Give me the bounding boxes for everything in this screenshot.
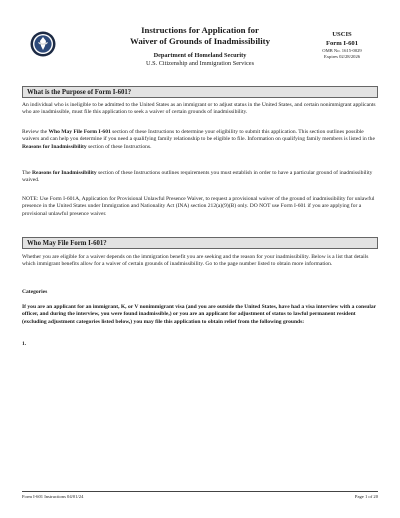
p2-bold-who-may-file: Who May File Form I-601 [48, 129, 111, 135]
form-number: Form I-601 [325, 39, 359, 47]
expiration-date: Expires 02/28/2026 [323, 53, 361, 59]
p2-text-a: Review the [22, 129, 49, 135]
title-line-2: Waiver of Grounds of Inadmissibility [130, 35, 270, 46]
section-heading-purpose: What is the Purpose of Form I-601? [22, 86, 378, 98]
form-id-block [312, 31, 372, 60]
footer-divider [22, 491, 378, 492]
categories-label: Categories [22, 289, 48, 295]
footer-form-edition: Form I-601 Instructions 04/01/24 [22, 494, 84, 499]
p3-text-a: The [22, 170, 33, 176]
p2-bold-reasons: Reasons for Inadmissibility [22, 143, 87, 150]
page-footer [22, 494, 378, 500]
title-block [80, 25, 320, 68]
p3-text-c: section of these Instructions outlines requirements you must establish in order to have a particular ground of inadmissibility waived. [22, 170, 373, 184]
purpose-paragraph-3 [22, 170, 378, 185]
omb-number: OMB No. 1615-0029 [322, 48, 362, 53]
section-heading-who-may-file: Who May File Form I-601? [22, 237, 378, 249]
title-line-1: Instructions for Application for [141, 25, 259, 35]
p2-text-e: section of these Instructions. [86, 143, 152, 150]
dhs-seal-icon [30, 31, 56, 57]
purpose-note: NOTE: Use Form I-601A, Application for Provisional Unlawful Presence Waiver, to request a provisional waiver of the ground of inadmissibility for unlawful presence in the United States under Immigration and Nationality Act (INA) section 212(a)(9)(B) only. DO NOT use Form I-601 if you are applying for a provisional unlawful presence waiver. [22, 196, 375, 217]
purpose-paragraph-2 [22, 129, 378, 151]
footer-page-number: Page 1 of 20 [354, 494, 378, 499]
form-agency: USCIS [332, 31, 352, 38]
p2-text-c: section of these Instructions to determine your eligibility to submit this application. This section outlines possible waivers and can help you determine if you need a qualifying family relationship to be eligible to file. Information on qualifying family members is listed in the [22, 129, 375, 143]
p3-bold-reasons: Reasons for Inadmissibility [32, 170, 97, 176]
applicant-grounds-paragraph: If you are an applicant for an immigrant, K, or V nonimmigrant visa (and you are outside the United States, have had a visa interview with a consular officer, and during the interview, you were found inadmissible,) or you are an applicant for adjustment of status to lawful permanent resident (excluding adjustment categories listed below,) you may file this application to obtain relief from the following grounds: [22, 304, 376, 325]
purpose-paragraph-1: An individual who is ineligible to be admitted to the United States as an immigrant or to adjust status in the United States, and certain nonimmigrant applicants who are inadmissible, must file this application to seek a waiver of certain grounds of inadmissibility. [22, 102, 376, 116]
agency-name: U.S. Citizenship and Immigration Services [145, 60, 255, 67]
list-item-number: 1. [22, 341, 27, 347]
department-name: Department of Homeland Security [153, 52, 247, 59]
who-may-file-paragraph: Whether you are eligible for a waiver depends on the immigration benefit you are seeking and the reason for your inadmissibility. Below is a list that details which immigrant benefits allow for a waiver of certain grounds of inadmissibility. Go to the page number listed to obtain more information. [22, 254, 369, 268]
